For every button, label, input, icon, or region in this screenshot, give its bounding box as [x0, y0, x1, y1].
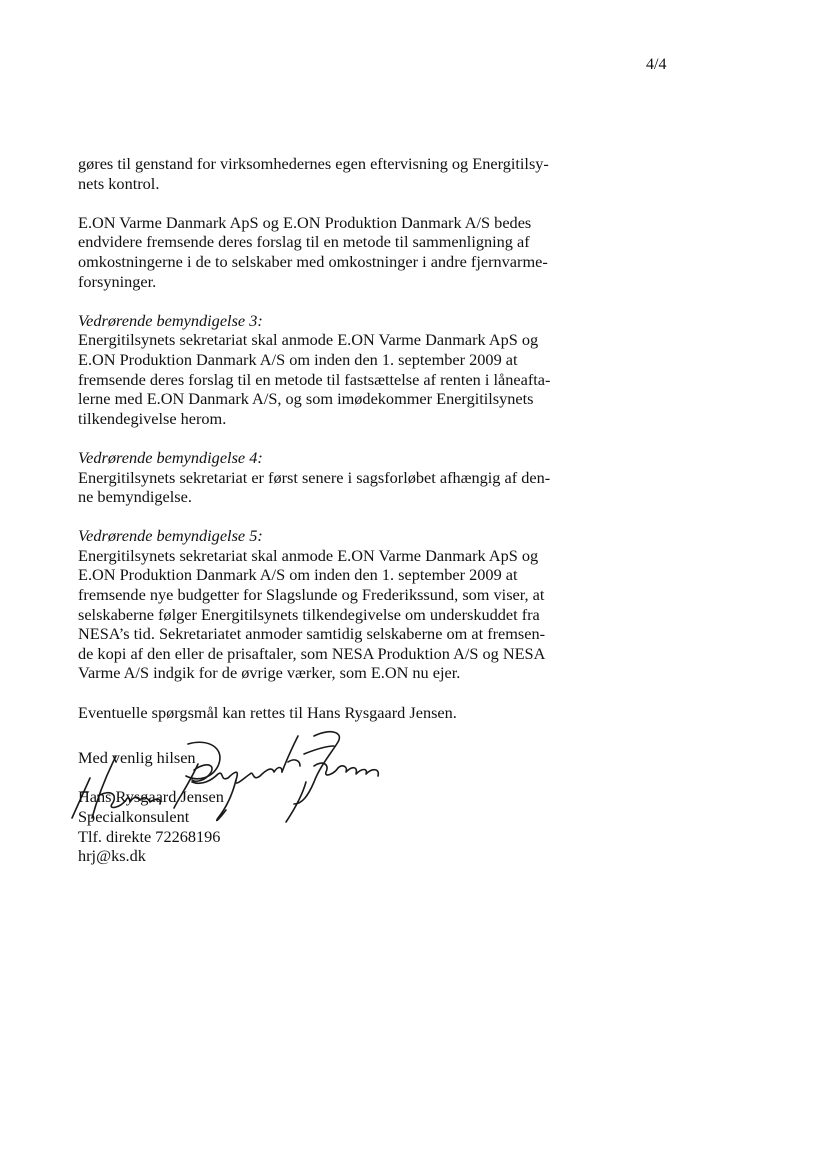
section-authorization-3 [78, 311, 574, 429]
closing-line: Eventuelle spørgsmål kan rettes til Hans Rysgaard Jensen. [78, 702, 457, 722]
signature-block [78, 748, 574, 866]
text-line: E.ON Produktion Danmark A/S om inden den 1. september 2009 at [78, 565, 518, 585]
signer-email: hrj@ks.dk [78, 846, 146, 866]
text-line: E.ON Produktion Danmark A/S om inden den 1. september 2009 at [78, 349, 518, 369]
text-line: E.ON Varme Danmark ApS og E.ON Produktion Danmark A/S bedes [78, 212, 532, 232]
text-line: omkostningerne i de to selskaber med omkostninger i andre fjernvarme- [78, 251, 548, 271]
signer-title: Specialkonsulent [78, 807, 190, 826]
text-line: Energitilsynets sekretariat skal anmode E.ON Varme Danmark ApS og [78, 545, 539, 565]
text-line: Varme A/S indgik for de øvrige værker, som E.ON nu ejer. [78, 663, 461, 683]
page-number: 4/4 [646, 56, 667, 73]
text-line: endvidere fremsende deres forslag til en metode til sammenligning af [78, 232, 530, 252]
paragraph-cost-comparison [78, 213, 574, 291]
text-line: fremsende nye budgetter for Slagslunde og Frederikssund, som viser, at [78, 585, 545, 605]
section-authorization-5 [78, 526, 574, 683]
text-line: lerne med E.ON Danmark A/S, og som imødekommer Energitilsynets [78, 389, 534, 409]
section-heading: Vedrørende bemyndigelse 3: [78, 310, 263, 330]
text-line: Energitilsynets sekretariat er først senere i sagsforløbet afhængig af den- [78, 467, 551, 487]
paragraph-control [78, 154, 574, 193]
text-line: tilkendegivelse herom. [78, 408, 227, 428]
section-heading: Vedrørende bemyndigelse 5: [78, 526, 263, 546]
signer-name: Hans Rysgaard Jensen [78, 787, 224, 807]
signature-text [78, 748, 574, 866]
text-line: de kopi af den eller de prisaftaler, som NESA Produktion A/S og NESA [78, 643, 546, 663]
text-line: Energitilsynets sekretariat skal anmode E.ON Varme Danmark ApS og [78, 330, 539, 350]
text-line: gøres til genstand for virksomhedernes egen eftervisning og Energitilsy- [78, 154, 549, 173]
section-authorization-4 [78, 448, 574, 507]
section-heading: Vedrørende bemyndigelse 4: [78, 447, 263, 467]
text-line: selskaberne følger Energitilsynets tilkendegivelse om underskuddet fra [78, 604, 540, 624]
text-line: forsyninger. [78, 271, 157, 291]
text-line: ne bemyndigelse. [78, 487, 192, 507]
greeting: Med venlig hilsen [78, 748, 196, 768]
text-line: NESA’s tid. Sekretariatet anmoder samtidig selskaberne om at fremsen- [78, 624, 546, 644]
signer-phone: Tlf. direkte 72268196 [78, 826, 221, 846]
text-line: fremsende deres forslag til en metode til fastsættelse af renten i låneafta- [78, 369, 551, 389]
letter-body [78, 154, 574, 866]
text-line: nets kontrol. [78, 173, 160, 193]
